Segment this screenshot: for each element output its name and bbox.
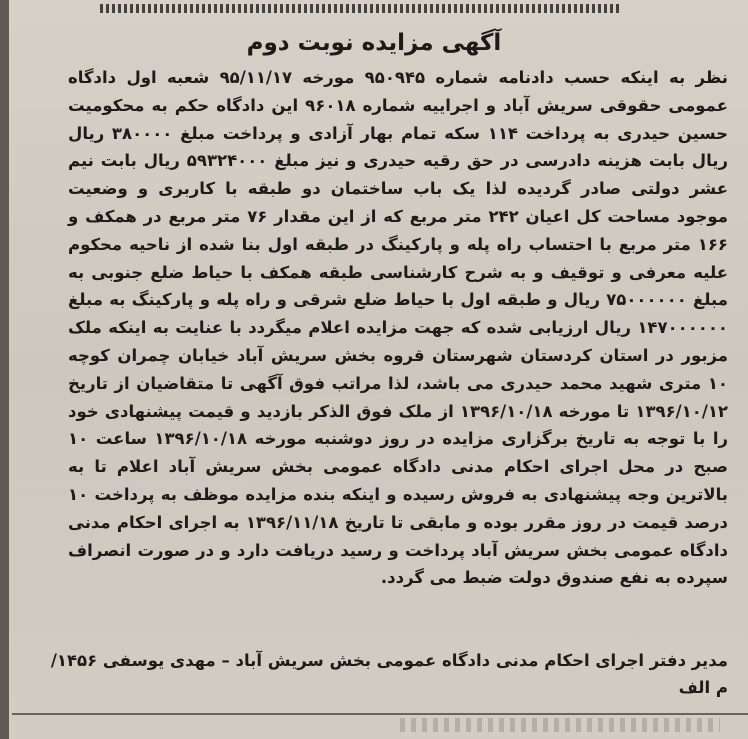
notice-body: نظر به اینکه حسب دادنامه شماره ۹۵۰۹۴۵ مورخه ۹۵/۱۱/۱۷ شعبه اول دادگاه عمومی حقوقی سریش آباد و اجراییه شماره ۹۶۰۱۸ این دادگاه حکم به محکومیت حسین حیدری به پرداخت ۱۱۴ سکه تمام بهار آزادی و پرداخت مبلغ ۳۸۰۰۰۰ ریال ریال بابت هزینه دادرسی در حق رقیه حیدری و نیز مبلغ ۵۹۳۲۴۰۰۰ ریال بابت نیم عشر دولتی صادر گردیده لذا یک باب ساختمان دو طبقه با کاربری و وضعیت موجود مساحت کل اعیان ۲۴۲ متر مربع که از این مقدار ۷۶ متر مربع در همکف و ۱۶۶ متر مربع با احتساب راه پله و پارکینگ در طبقه اول بنا شده از ناحیه محکوم علیه معرفی و توقیف و به شرح کارشناسی طبقه همکف با حیاط ضلع جنوبی به مبلغ ۷۵۰۰۰۰۰۰ ریال و طبقه اول با حیاط ضلع شرقی و راه پله و پارکینگ به مبلغ ۱۴۷۰۰۰۰۰۰ ریال ارزیابی شده که جهت مزایده اعلام میگردد با عنایت به اینکه ملک مزبور در استان کردستان شهرستان قروه بخش سریش آباد خیابان چمران کوچه ۱۰ متری شهید محمد حیدری می باشد، لذا مراتب فوق آگهی تا متقاضیان از تاریخ ۱۳۹۶/۱۰/۱۲ تا مورخه ۱۳۹۶/۱۰/۱۸ از ملک فوق الذکر بازدید و قیمت پیشنهادی خود را با توجه به تاریخ برگزاری مزایده در روز دوشنبه مورخه ۱۳۹۶/۱۰/۱۸ ساعت ۱۰ صبح در محل اجرای احکام مدنی دادگاه عمومی بخش سریش آباد اعلام تا به بالاترین وجه پیشنهادی به فروش رسیده و اینکه بنده مزایده موظف به پرداخت ۱۰ درصد قیمت در روز مقرر بوده و مابقی تا تاریخ ۱۳۹۶/۱۱/۱۸ به اجرای احکام مدنی دادگاه عمومی بخش سریش آباد پرداخت و رسید دریافت دارد و در صورت انصراف سپرده به نفع صندوق دولت ضبط می گردد.	[68, 68, 729, 588]
top-decorative-rule	[100, 4, 620, 13]
print-bleed-through	[400, 718, 720, 732]
bottom-divider	[12, 713, 748, 715]
clipping-edge	[0, 0, 9, 739]
notice-signature: مدیر دفتر اجرای احکام مدنی دادگاه عمومی بخش سریش آباد – مهدی یوسفی ۱۴۵۶/ م الف	[50, 651, 728, 697]
notice-title: آگهی مزایده نوبت دوم	[246, 30, 502, 56]
